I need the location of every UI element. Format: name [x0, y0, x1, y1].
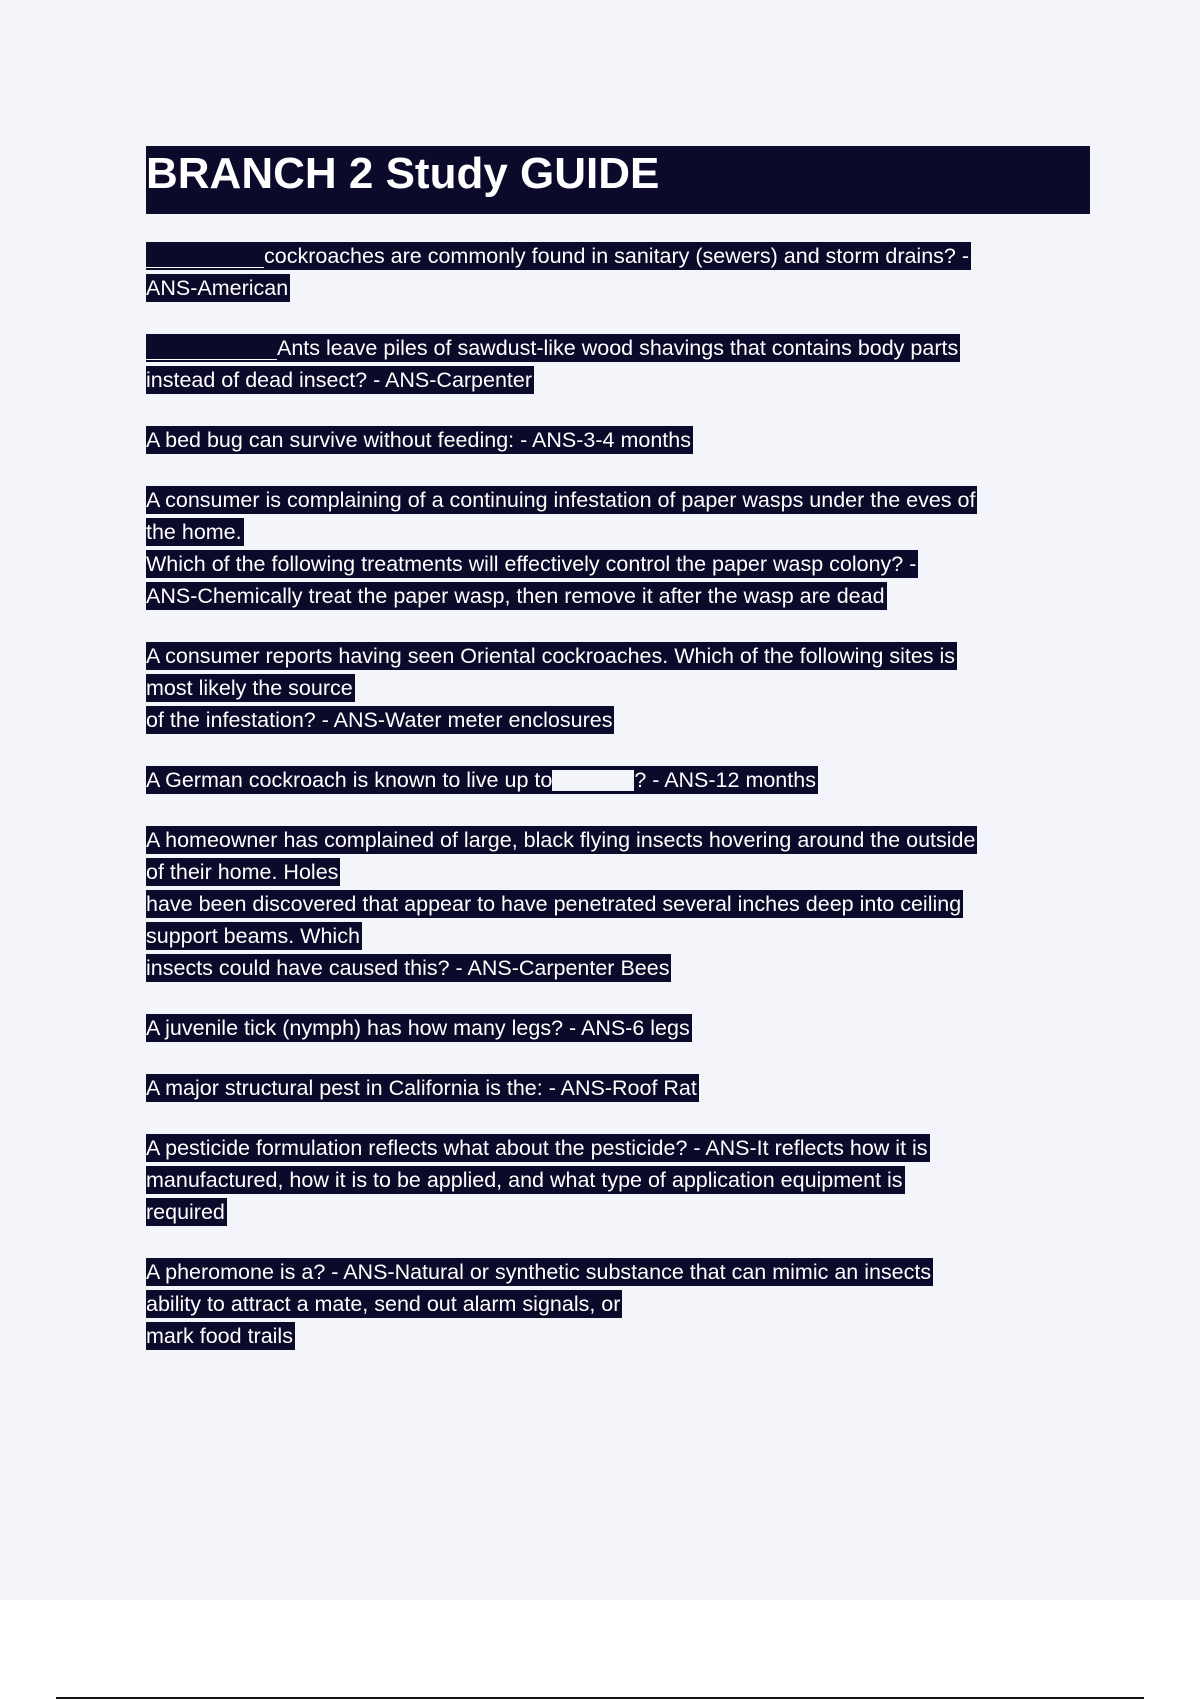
qa-line-text: Which of the following treatments will effectively control the paper wasp colony? -: [146, 552, 917, 576]
qa-line-text: ability to attract a mate, send out alarm signals, or: [146, 1292, 621, 1316]
qa-line: [146, 582, 887, 610]
qa-line: [146, 426, 693, 454]
qa-line: [146, 550, 918, 578]
qa-line-text: A bed bug can survive without feeding: - ANS-3-4 months: [146, 428, 691, 452]
qa-line-text: the home.: [146, 520, 242, 544]
qa-line-text: A pesticide formulation reflects what about the pesticide? - ANS-It reflects how it is: [146, 1136, 928, 1160]
qa-line-text: ? - ANS-12 months: [634, 768, 816, 792]
qa-line-text: manufactured, how it is to be applied, and what type of application equipment is: [146, 1168, 903, 1192]
qa-item: [146, 426, 1090, 454]
fill-in-blank: [146, 338, 277, 360]
qa-line: [146, 1290, 622, 1318]
qa-line-text: mark food trails: [146, 1324, 293, 1348]
qa-line: [146, 1322, 295, 1350]
qa-line: [146, 1258, 933, 1286]
qa-line-text: A consumer reports having seen Oriental cockroaches. Which of the following sites is: [146, 644, 956, 668]
fill-in-blank: [146, 246, 264, 268]
qa-line-text: ANS-Chemically treat the paper wasp, then remove it after the wasp are dead: [146, 584, 885, 608]
qa-line: [146, 274, 290, 302]
qa-line-text: of their home. Holes: [146, 860, 339, 884]
qa-line: [146, 642, 957, 670]
qa-line-text: A pheromone is a? - ANS-Natural or synthetic substance that can mimic an insects: [146, 1260, 932, 1284]
qa-item: [146, 242, 1090, 302]
qa-item: [146, 1014, 1090, 1042]
qa-item: [146, 1134, 1090, 1226]
qa-line: [146, 1074, 699, 1102]
qa-line: [146, 486, 977, 514]
footer-divider: [56, 1697, 1144, 1699]
qa-line: [146, 1014, 692, 1042]
qa-line: [146, 766, 818, 794]
qa-line-text: required: [146, 1200, 225, 1224]
qa-line: [146, 954, 671, 982]
qa-line: [146, 366, 534, 394]
qa-line: [146, 242, 971, 270]
qa-line: [146, 706, 614, 734]
qa-line: [146, 1198, 227, 1226]
title-bar: [146, 146, 1090, 214]
qa-list: [146, 242, 1090, 1350]
qa-line-text: have been discovered that appear to have penetrated several inches deep into ceiling: [146, 892, 962, 916]
qa-line-text: A major structural pest in California is the: - ANS-Roof Rat: [146, 1076, 697, 1100]
qa-line-text: most likely the source: [146, 676, 353, 700]
qa-item: [146, 642, 1090, 734]
qa-line-text: insects could have caused this? - ANS-Carpenter Bees: [146, 956, 670, 980]
qa-line-text: A German cockroach is known to live up to: [146, 768, 553, 792]
qa-line: [146, 674, 355, 702]
qa-line-text: support beams. Which: [146, 924, 360, 948]
qa-line-text: A consumer is complaining of a continuing infestation of paper wasps under the eves of: [146, 488, 976, 512]
fill-in-blank: [552, 770, 634, 792]
qa-line-text: ANS-American: [146, 276, 289, 300]
qa-line: [146, 334, 960, 362]
document-content: [146, 146, 1090, 1354]
qa-item: [146, 1074, 1090, 1102]
qa-line: [146, 858, 340, 886]
qa-item: [146, 766, 1090, 794]
qa-line: [146, 1166, 905, 1194]
qa-line: [146, 826, 977, 854]
qa-line-text: Ants leave piles of sawdust-like wood shavings that contains body parts: [277, 336, 959, 360]
qa-line: [146, 922, 362, 950]
qa-line-text: A juvenile tick (nymph) has how many legs? - ANS-6 legs: [146, 1016, 690, 1040]
qa-line-text: cockroaches are commonly found in sanitary (sewers) and storm drains? -: [264, 244, 970, 268]
document-title: BRANCH 2 Study GUIDE: [146, 149, 660, 198]
qa-line: [146, 518, 244, 546]
qa-line-text: instead of dead insect? - ANS-Carpenter: [146, 368, 533, 392]
qa-item: [146, 826, 1090, 982]
qa-line-text: A homeowner has complained of large, black flying insects hovering around the outside: [146, 828, 976, 852]
qa-line-text: of the infestation? - ANS-Water meter enclosures: [146, 708, 613, 732]
qa-line: [146, 890, 963, 918]
qa-item: [146, 1258, 1090, 1350]
qa-item: [146, 334, 1090, 394]
qa-line: [146, 1134, 930, 1162]
qa-item: [146, 486, 1090, 610]
